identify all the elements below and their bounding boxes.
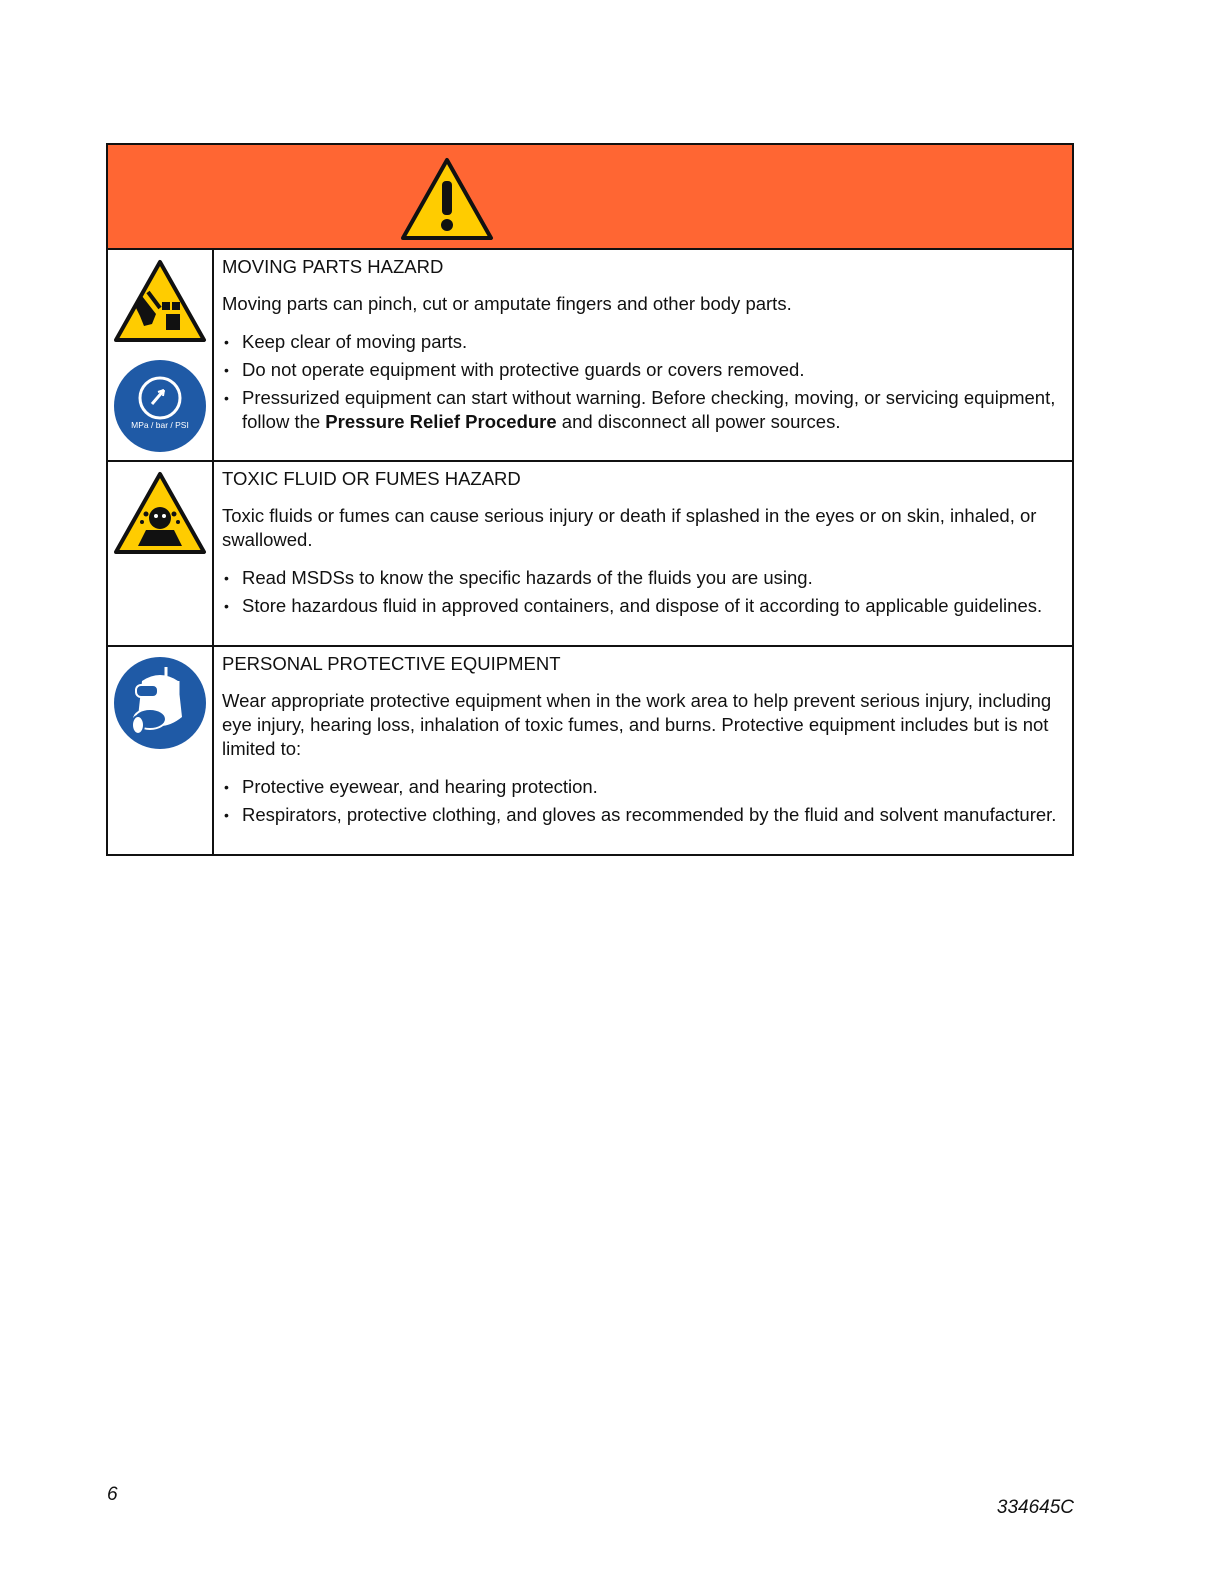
hazard-bullets <box>222 330 1062 434</box>
hazard-icons <box>108 250 214 460</box>
hazard-description: Moving parts can pinch, cut or amputate fingers and other body parts. <box>222 293 792 314</box>
toxic-fumes-icon <box>112 470 208 556</box>
bullet-text: Pressurized equipment can start without warning. Before checking, moving, or servicing equipment, follow the <box>242 387 1056 432</box>
hazard-title: TOXIC FLUID OR FUMES HAZARD <box>222 468 521 489</box>
moving-parts-pinch-icon <box>112 258 208 344</box>
list-item <box>222 386 1062 434</box>
warning-triangle-icon <box>400 157 494 241</box>
hazard-text <box>214 462 1072 645</box>
hazard-description: Wear appropriate protective equipment when in the work area to help prevent serious injury, including eye injury, hearing loss, inhalation of toxic fumes, and burns. Protective equipment includes but is not limited to: <box>222 690 1052 759</box>
hazard-bullets <box>222 566 1062 618</box>
list-item: • Keep clear of moving parts. <box>222 330 1062 354</box>
hazard-icons <box>108 462 214 645</box>
warning-header <box>108 145 1072 250</box>
hazard-title: PERSONAL PROTECTIVE EQUIPMENT <box>222 653 561 674</box>
pressure-relief-icon <box>112 358 208 454</box>
hazard-title: MOVING PARTS HAZARD <box>222 256 444 277</box>
list-item: • Protective eyewear, and hearing protection. <box>222 775 1062 799</box>
warning-table <box>106 143 1074 856</box>
list-item: • Respirators, protective clothing, and gloves as recommended by the fluid and solvent manufacturer. <box>222 803 1062 827</box>
hazard-text <box>214 250 1072 460</box>
pressure-units-label: MPa / bar / PSI <box>131 420 189 430</box>
list-item: • Do not operate equipment with protective guards or covers removed. <box>222 358 1062 382</box>
list-item: • Read MSDSs to know the specific hazards of the fluids you are using. <box>222 566 1062 590</box>
hazard-row-ppe <box>108 647 1072 854</box>
list-item: • Store hazardous fluid in approved containers, and dispose of it according to applicable guidelines. <box>222 594 1062 618</box>
hazard-description: Toxic fluids or fumes can cause serious injury or death if splashed in the eyes or on skin, inhaled, or swallowed. <box>222 505 1037 550</box>
page-number: 6 <box>107 1484 118 1505</box>
pressure-relief-procedure-ref: Pressure Relief Procedure <box>325 411 557 432</box>
hazard-text <box>214 647 1072 854</box>
hazard-bullets <box>222 775 1062 827</box>
hazard-icons <box>108 647 214 854</box>
document-number: 334645C <box>996 1497 1074 1518</box>
hazard-row-moving-parts <box>108 250 1072 462</box>
respirator-ppe-icon <box>112 655 208 751</box>
bullet-text: and disconnect all power sources. <box>556 411 841 432</box>
hazard-row-toxic-fluid <box>108 462 1072 647</box>
